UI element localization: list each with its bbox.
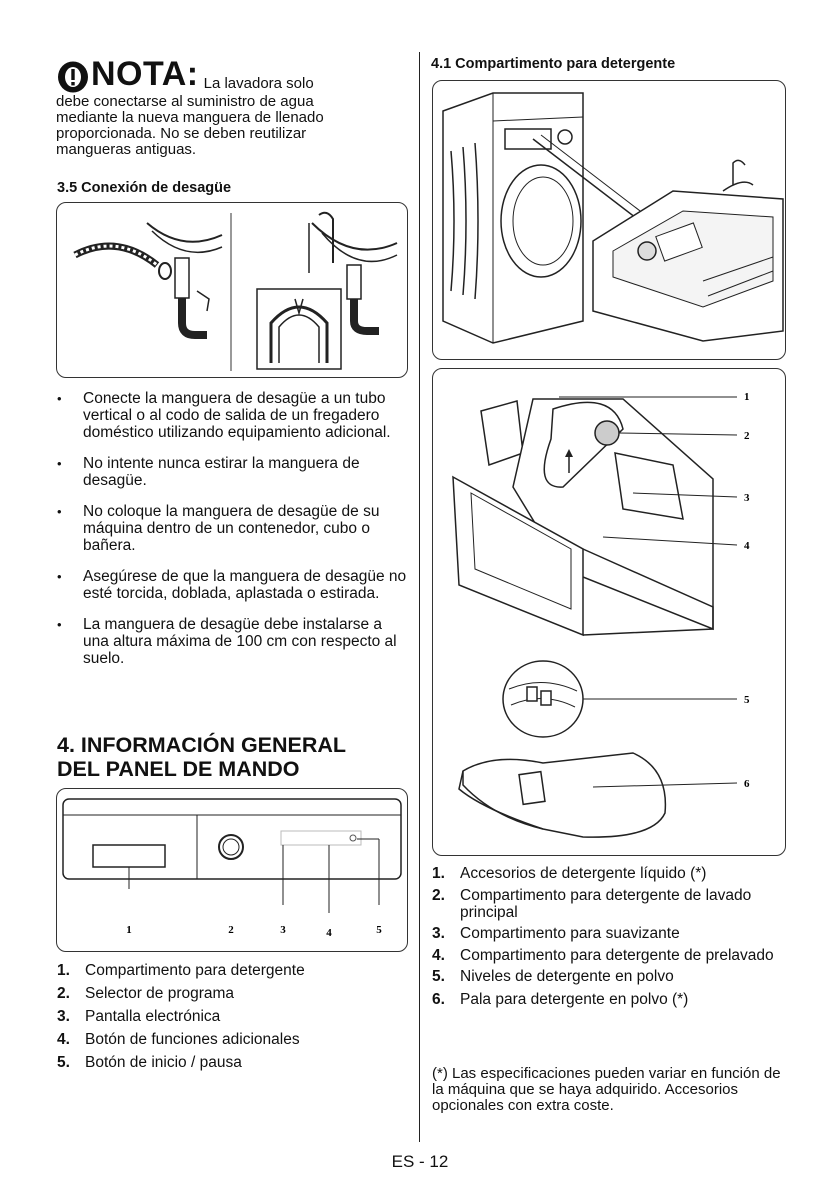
list-item xyxy=(432,947,782,964)
list-item xyxy=(432,864,782,884)
item-label: Botón de funciones adicionales xyxy=(85,1031,300,1048)
item-label: Compartimento para detergente de lavado principal xyxy=(460,887,752,921)
page-number: ES - 12 xyxy=(391,1152,449,1171)
item-number: 3. xyxy=(432,925,445,942)
diagram-number: 4 xyxy=(326,927,332,939)
callout-number: 2 xyxy=(744,430,750,442)
item-number: 5. xyxy=(432,968,445,985)
warning-o-icon xyxy=(56,60,90,94)
drain-bullet-list xyxy=(57,390,409,681)
item-label: Niveles de detergente en polvo xyxy=(460,968,674,985)
washing-machine-drawing xyxy=(433,81,785,359)
heading-line: DEL PANEL DE MANDO xyxy=(57,757,300,781)
list-item: • Conecte la manguera de desagüe a un tubo vertical o al codo de salida de un fregadero doméstico utilizando equipamiento adicional. xyxy=(57,390,409,441)
item-number: 6. xyxy=(432,991,445,1008)
item-label: Compartimento para detergente de prelavado xyxy=(460,947,774,964)
note-line: debe conectarse al suministro de agua xyxy=(56,93,314,110)
control-panel-diagram xyxy=(56,788,408,952)
callout-number: 1 xyxy=(744,391,750,403)
list-item xyxy=(57,1030,407,1050)
item-number: 2. xyxy=(432,887,445,904)
note-line: mediante la nueva manguera de llenado xyxy=(56,109,324,126)
callout-number: 3 xyxy=(744,492,750,504)
list-item xyxy=(57,1053,407,1073)
item-number: 5. xyxy=(57,1054,70,1071)
diagram-number: 2 xyxy=(228,924,234,936)
list-item: • La manguera de desagüe debe instalarse a una altura máxima de 100 cm con respecto al suelo. xyxy=(57,616,409,667)
note-line: mangueras antiguas. xyxy=(56,141,197,158)
item-label: Pantalla electrónica xyxy=(85,1008,221,1025)
list-item: • Asegúrese de que la manguera de desagüe no esté torcida, doblada, aplastada o estirada. xyxy=(57,568,409,602)
list-item: • No coloque la manguera de desagüe de su máquina dentro de un contenedor, cubo o bañera. xyxy=(57,503,409,554)
item-label: Botón de inicio / pausa xyxy=(85,1054,242,1071)
drain-heading: 3.5 Conexión de desagüe xyxy=(57,180,232,196)
column-divider xyxy=(419,52,420,1142)
list-item xyxy=(432,990,782,1010)
item-number: 3. xyxy=(57,1008,70,1025)
detergent-heading: 4.1 Compartimento para detergente xyxy=(431,56,676,72)
list-item xyxy=(57,961,407,981)
diagram-number: 3 xyxy=(280,924,286,936)
item-number: 4. xyxy=(57,1031,70,1048)
drain-hose-drawing xyxy=(57,203,407,377)
item-number: 1. xyxy=(57,962,70,979)
item-number: 2. xyxy=(57,985,70,1002)
item-number: 1. xyxy=(432,865,445,882)
diagram-number: 5 xyxy=(376,924,382,936)
detergent-list xyxy=(432,864,782,1013)
item-label: Compartimento para suavizante xyxy=(460,925,680,942)
item-number: 4. xyxy=(432,947,445,964)
item-label: Pala para detergente en polvo (*) xyxy=(460,991,689,1008)
control-panel-heading xyxy=(57,733,346,781)
callout-number: 6 xyxy=(744,778,750,790)
note-first-line: La lavadora solo xyxy=(203,75,314,92)
note-line: proporcionada. No se deben reutilizar xyxy=(56,125,307,142)
note-body xyxy=(56,94,406,158)
footnote: (*) Las especificaciones pueden variar en función de la máquina que se haya adquirido. Accesorios opcionales con extra coste. xyxy=(432,1065,781,1114)
machine-illustration xyxy=(432,80,786,360)
item-label: Selector de programa xyxy=(85,985,235,1002)
item-label: Accesorios de detergente líquido (*) xyxy=(460,865,707,882)
list-item xyxy=(432,967,782,987)
control-panel-drawing xyxy=(57,789,407,951)
callout-number: 4 xyxy=(744,540,750,552)
list-item xyxy=(57,1007,407,1027)
callout-number: 5 xyxy=(744,694,750,706)
note-title: NOTA: xyxy=(91,55,199,93)
control-panel-list xyxy=(57,961,407,1076)
list-item xyxy=(432,924,782,944)
detergent-drawer-drawing xyxy=(433,369,785,855)
diagram-number: 1 xyxy=(126,924,132,936)
drain-illustration xyxy=(56,202,408,378)
note-block xyxy=(56,55,406,158)
list-item xyxy=(57,984,407,1004)
list-item xyxy=(432,887,782,921)
heading-line: 4. INFORMACIÓN GENERAL xyxy=(57,733,347,757)
item-label: Compartimento para detergente xyxy=(85,962,305,979)
drawer-illustration xyxy=(432,368,786,856)
list-item: • No intente nunca estirar la manguera de desagüe. xyxy=(57,455,409,489)
